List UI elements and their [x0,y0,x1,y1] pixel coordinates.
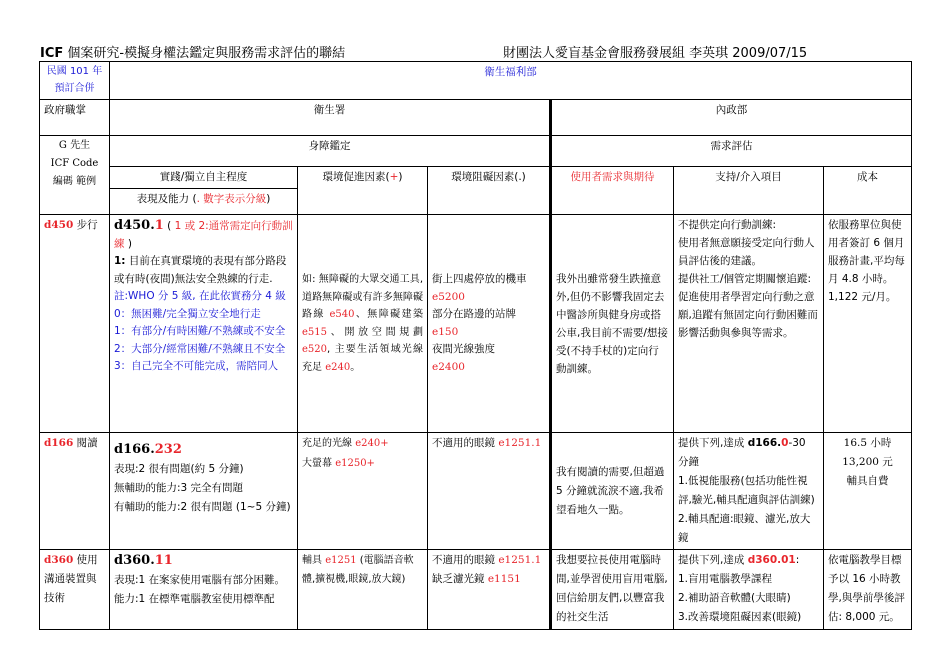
d166-code-cell [40,433,110,550]
row-assessment-type [40,136,912,167]
title-text: 個案研究-模擬身權法鑑定與服務需求評估的聯結 [63,46,346,61]
document-author: 財團法人愛盲基金會服務發展組 李英琪 2009/07/15 [503,46,808,61]
ministry-cell: 衛生福利部 [110,62,912,100]
d166-facilitator-run-4: e1250+ [335,458,375,469]
d360-name: 使用溝通裝置與技術 [44,554,98,604]
d360-facilitators-cell [298,550,428,630]
disability-assessment-cell: 身障鑑定 [110,136,551,167]
d166-expectation-cell: 我有閱讀的需要,但超過 5 分鐘就流淚不適,我希望看地久一點。 [551,433,674,550]
d450-line-2 [114,253,293,288]
row-column-headers [40,167,912,189]
d360-support-cell [674,550,824,630]
d360-facilitator-run-3: (電腦語音軟體,擴視機,眼鏡,放大鏡) [302,555,414,585]
d166-title [114,434,293,460]
d450-facilitator-run-5: 、開放空間規劃 [327,326,423,338]
d450-line-7-run-1: 3：自己完全不可能完成，需陪同人 [114,360,279,372]
d360-support-line-2: 2.補助語音軟體(大眼睛) [678,592,791,604]
d450-code-cell [40,215,110,433]
case-line-2: ICF Code [50,158,99,169]
d360-barrier-run-3: 缺乏濾光鏡 [432,573,485,585]
d166-support-post: -30 分鐘 [678,437,806,468]
d360-support-pre: 提供下列,達成 [678,554,748,566]
d450-line-2-run-2: 目前在真實環境的表現有部分路段或有時(夜間)無法安全熟練的行走. [114,255,287,285]
d166-line-3: 有輔助的能力:2 很有問題 (1~5 分鐘) [114,501,291,513]
row-d360 [40,550,912,630]
d450-facilitator-run-8: e240 [325,361,351,373]
needs-assessment-cell: 需求評估 [551,136,912,167]
d450-barrier-1: 街上四處停放的機車 [432,273,527,285]
d450-cost-cell: 依服務單位與使用者簽訂 6 個月服務計畫,平均每月 4.8 小時。 1,122 元/月。 [824,215,912,433]
practice-header: 實踐/獨立自主程度 [110,167,298,189]
d450-line-1 [114,215,293,253]
performance-header [110,189,298,215]
d360-support-code: d360.01 [747,554,796,566]
d360-title-code: d360. [114,553,155,568]
d360-code: d360 [44,554,74,566]
performance-text: 表現及能力 ( [136,193,197,205]
d450-facilitator-run-9: 。 [350,361,361,373]
d360-support-title [678,551,819,570]
d450-barrier-3: 部分在路邊的站牌 [432,308,516,320]
row-jurisdiction [40,100,912,136]
d166-cost-cell [824,433,912,550]
d450-line-7 [114,358,293,376]
d166-cost-line-3: 輔具自費 [846,475,889,487]
d166-barriers-cell [428,433,551,550]
d360-support-line-3: 3.改善環境阻礙因素(眼鏡) [678,611,802,623]
case-line-1: G 先生 [58,140,91,151]
document-title [40,42,345,61]
interior-dept-cell: 內政部 [551,100,912,136]
d450-code: d450 [44,219,74,231]
d360-facilitator-run-2: e1251 [325,555,357,566]
d450-facilitator-run-1: 如: 無障礙的大眾交通工具,道路無障礙或有許多無障礙路線 [302,274,423,320]
d450-facilitator-run-3: 、無障礙建築 [354,309,423,320]
d450-line-4-run-1: 0：無困難/完全獨立安全地行走 [114,307,261,320]
d360-support-line-1: 1.盲用電腦教學課程 [678,573,773,585]
d360-barrier-run-4: e1151 [487,573,521,585]
d166-support-title [678,434,819,472]
d450-name: 步行 [73,219,98,231]
d450-barrier-6: e2400 [432,360,465,373]
d450-line-6 [114,341,293,359]
facilitators-header [298,167,428,215]
d450-facilitator-run-4: e515 [302,326,328,338]
d166-support-line-2: 2.輔具配適:眼鏡、濾光,放大鏡 [678,513,811,544]
d360-cost-cell: 依電腦教學目標予以 16 小時教學,與學前學後評估: 8,000 元。 [824,550,912,630]
d450-line-1-run-2: 1 [154,218,164,233]
d450-line-6-run-1: 2：大部分/經常困難/不熟練且不安全 [114,342,286,355]
d166-title-code: d166. [114,442,155,457]
jurisdiction-label: 政府職掌 [40,100,110,136]
d166-support-code: d166. [747,437,782,449]
d360-practice-cell [110,550,298,630]
d360-code-cell [40,550,110,630]
d166-cost-line-2: 13,200 元 [842,456,893,468]
d166-support-line-1: 1.低視能服務(包括功能性視評,驗光,輔具配適與評估訓練) [678,475,815,506]
d450-facilitator-run-7: , 主要生活領域光線充足 [302,344,423,373]
d166-line-2: 無輔助的能力:3 完全有問題 [114,482,244,494]
d360-barrier-run-2: e1251.1 [498,554,542,566]
d166-support-pre: 提供下列,達成 [678,437,748,449]
d166-facilitators-cell [298,433,428,550]
row-ministry [40,62,912,100]
d450-facilitator-run-6: e520 [302,344,328,355]
d360-line-1: 表現:1 在案家使用電腦有部分困難。 [114,574,286,586]
performance-note: . 數字表示分級 [196,193,267,205]
d450-line-1-run-3: ( [163,220,175,232]
d360-barrier-run-1: 不適用的眼鏡 [432,554,499,566]
case-line-3: 編碼 範例 [52,176,97,187]
year-line-2: 預訂合併 [54,83,95,94]
row-d450 [40,215,912,433]
icf-table [39,61,912,630]
d166-support-cell [674,433,824,550]
d450-barriers-cell [428,215,551,433]
d450-line-1-run-1: d450. [114,218,155,233]
barriers-header: 環境阻礙因素(.) [428,167,551,215]
title-icf: ICF [40,46,64,61]
d450-line-3 [114,288,293,306]
d360-title [114,551,293,571]
cost-header: 成本 [824,167,912,215]
d450-line-3-run-1: 註:WHO 分 5 級, 在此依實務分 4 級 [114,290,286,302]
d166-line-1: 表現:2 很有問題(約 5 分鐘) [114,463,244,475]
d166-title-level: 232 [154,442,182,457]
d360-facilitator-run-1: 輔具 [302,555,326,566]
d450-line-1-run-5: ) [124,237,132,250]
d450-support-cell: 不提供定向行動訓練: 使用者無意願接受定向行動人員評估後的建議。 提供社工/個管定期關懷追蹤: 促進使用者學習定向行動之意願,追蹤有無固定向行動困難而影響活動與參與等需求。 [674,215,824,433]
d450-barrier-2: e5200 [432,290,465,303]
facilitators-sign: + [389,171,399,183]
expectation-header: 使用者需求與期待 [551,167,674,215]
d166-facilitator-run-2: e240+ [355,438,389,449]
performance-close: ) [266,193,271,205]
d166-barriers-text: 不適用的眼鏡 [432,437,499,449]
row-d166 [40,433,912,550]
d450-barrier-5: 夜間光線強度 [432,343,495,355]
d360-barriers-cell [428,550,551,630]
support-header: 支持/介入項目 [674,167,824,215]
health-dept-cell: 衛生署 [110,100,551,136]
d166-name: 閱讀 [73,437,98,449]
d360-line-2: 能力:1 在標準電腦教室使用標準配 [114,593,275,605]
facilitators-header-text: 環境促進因素( [322,171,390,183]
d450-line-5 [114,323,293,341]
d360-title-level: 11 [154,553,173,568]
year-cell [40,62,110,100]
d450-facilitators-cell [298,215,428,433]
d450-facilitator-run-2: e540 [329,309,355,320]
facilitators-close: ) [398,171,403,183]
d360-expectation-cell: 我想要拉長使用電腦時間,並學習使用盲用電腦,回信給朋友們,以豐富我的社交生活 [551,550,674,630]
d450-barrier-4: e150 [432,325,459,338]
d166-practice-cell [110,433,298,550]
d166-facilitator-run-3: 大螢幕 [302,458,332,469]
d450-line-2-run-1: 1: [114,255,126,267]
d166-support-level: 0 [781,437,789,449]
d450-practice-cell [110,215,298,433]
d450-line-1-run-4: 1 或 2:通常需定向行動訓練 [114,220,293,250]
year-line-1: 民國 101 年 [46,66,103,77]
d450-expectation-cell: 我外出雖常發生跌撞意外,但仍不影響我固定去中醫診所與健身房或搭公車,我目前不需要/想接受(不持手杖的)定向行動訓練。 [551,215,674,433]
d360-support-post: : [795,554,800,566]
d450-line-4 [114,306,293,324]
d166-facilitator-run-1: 充足的光線 [302,438,356,449]
d166-code: d166 [44,437,74,449]
case-code-cell [40,136,110,215]
d450-line-5-run-1: 1：有部分/有時困難/不熟練或不安全 [114,325,286,337]
d166-barriers-code: e1251.1 [498,437,542,449]
d166-cost-line-1: 16.5 小時 [843,437,892,449]
